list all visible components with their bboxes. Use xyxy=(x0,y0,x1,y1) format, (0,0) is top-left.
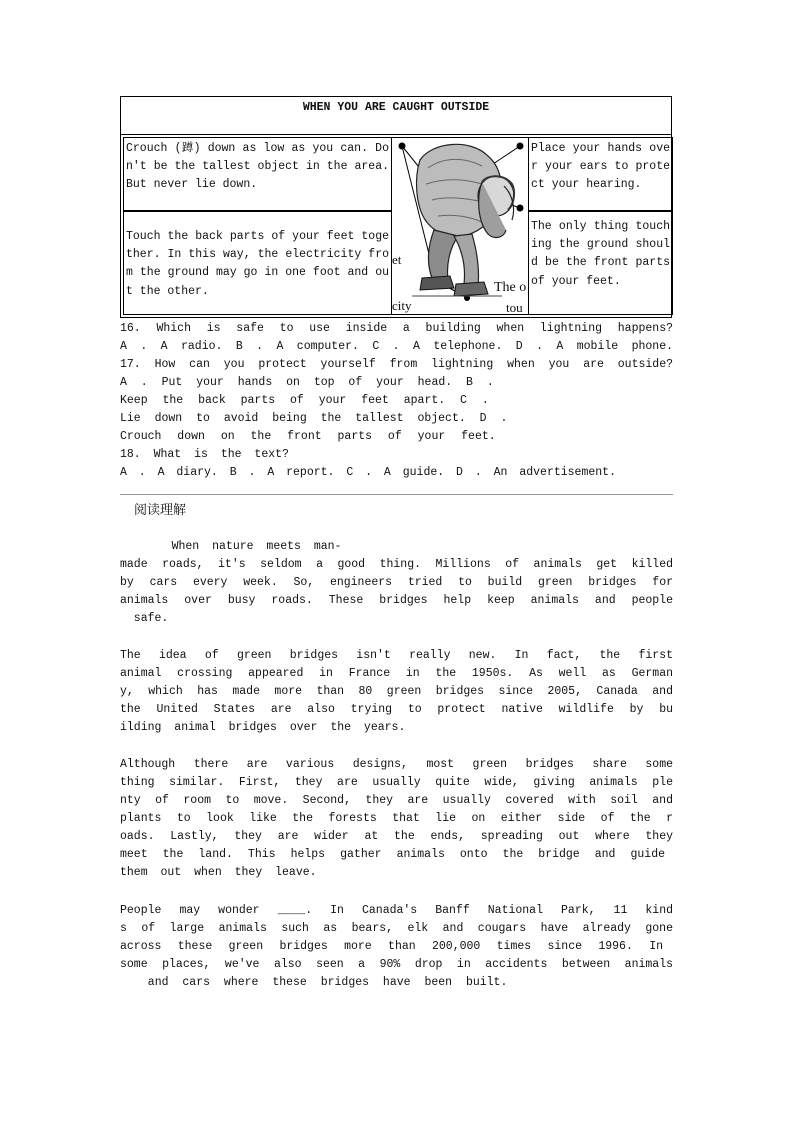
tip-feet-together-cell: Touch the back parts of your feet together. In this way, the electricity from the ground may go in one foot and out the other. xyxy=(123,211,392,315)
section-heading: 阅读理解 xyxy=(134,503,187,518)
passage-line: animal crossing appeared in France in the 1950s. As well as German xyxy=(120,667,673,680)
passage-line: across these green bridges more than 200,000 times since 1996. In xyxy=(120,940,663,953)
passage-line: The idea of green bridges isn't really new. In fact, the first xyxy=(120,649,673,662)
lightning-safety-table xyxy=(120,96,672,318)
tip-crouch-cell: Crouch (蹲) down as low as you can. Don't be the tallest object in the area. But never lie down. xyxy=(123,137,392,211)
passage-line: safe. xyxy=(120,612,169,625)
passage-line: plants to look like the forests that lie on either side of the r xyxy=(120,812,673,825)
question-16: 16. Which is safe to use inside a building when lightning happens? xyxy=(120,322,673,335)
passage-line: ilding animal bridges over the years. xyxy=(120,721,406,734)
passage-line: nty of room to move. Second, they are usually covered with soil and xyxy=(120,794,673,807)
tip-hands-over-ears-cell: Place your hands over your ears to protect your hearing. xyxy=(528,137,673,211)
passage-line: made roads, it's seldom a good thing. Millions of animals get killed xyxy=(120,558,673,571)
question-17: 17. How can you protect yourself from lightning when you are outside? xyxy=(120,358,673,371)
passage-line: s of large animals such as bears, elk and cougars have already gone xyxy=(120,922,673,935)
passage-line: oads. Lastly, they are wider at the ends, spreading out where they xyxy=(120,830,673,843)
question-18-options: A . A diary. B . A report. C . A guide. D . An advertisement. xyxy=(120,466,616,479)
question-17-option-c: Lie down to avoid being the tallest object. D . xyxy=(120,412,508,425)
tip-front-feet-cell: The only thing touching the ground should be the front parts of your feet. xyxy=(528,211,673,315)
passage-line: meet the land. This helps gather animals onto the bridge and guide xyxy=(120,848,665,861)
passage-line: them out when they leave. xyxy=(120,866,317,879)
passage-line: People may wonder ____. In Canada's Banff National Park, 11 kind xyxy=(120,904,673,917)
passage-line: Although there are various designs, most green bridges share some xyxy=(120,758,673,771)
question-16-options: A . A radio. B . A computer. C . A telephone. D . A mobile phone. xyxy=(120,340,673,353)
passage-line: When nature meets man- xyxy=(120,540,342,553)
question-17-option-b: Keep the back parts of your feet apart. C . xyxy=(120,394,489,407)
passage-line: and cars where these bridges have been built. xyxy=(120,976,508,989)
section-divider xyxy=(120,494,673,495)
crouching-person-illustration xyxy=(392,137,528,315)
question-18: 18. What is the text? xyxy=(120,448,289,461)
passage-line: animals over busy roads. These bridges help keep animals and people xyxy=(120,594,673,607)
passage-line: y, which has made more than 80 green bridges since 2005, Canada and xyxy=(120,685,673,698)
passage-line: thing similar. First, they are usually quite wide, giving animals ple xyxy=(120,776,673,789)
question-17-option-d: Crouch down on the front parts of your feet. xyxy=(120,430,496,443)
image-fragment-4: tou xyxy=(506,300,523,315)
passage-line: the United States are also trying to protect native wildlife by bu xyxy=(120,703,673,716)
passage-line: some places, we've also seen a 90% drop in accidents between animals xyxy=(120,958,673,971)
image-fragment-1: et xyxy=(392,252,402,267)
question-17-option-a: A . Put your hands on top of your head. B . xyxy=(120,376,494,389)
table-title: WHEN YOU ARE CAUGHT OUTSIDE xyxy=(121,97,671,135)
image-fragment-3: The o xyxy=(494,280,527,295)
image-fragment-2: city xyxy=(392,298,412,313)
passage-line: by cars every week. So, engineers tried to build green bridges for xyxy=(120,576,673,589)
